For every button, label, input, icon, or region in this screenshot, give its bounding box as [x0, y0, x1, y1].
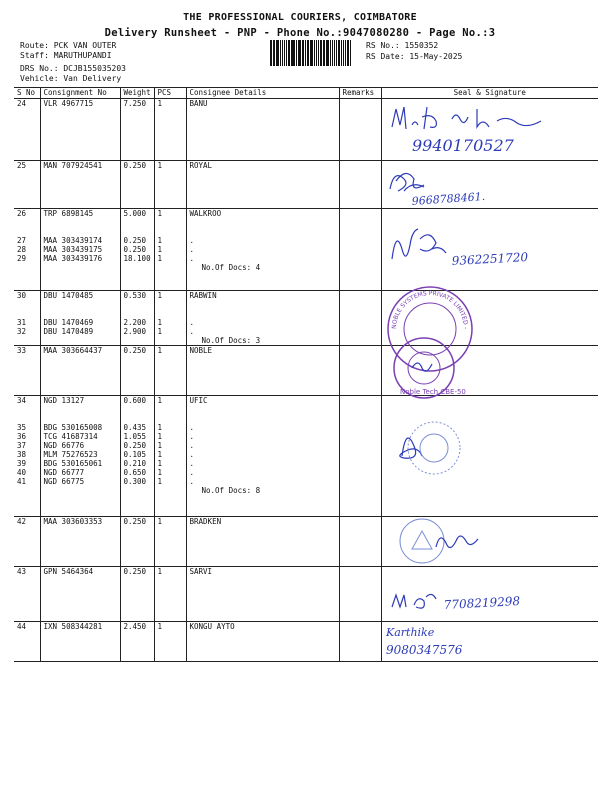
pcs-cell [154, 622, 186, 662]
barcode [270, 40, 352, 66]
cell-line: 0.250 [123, 517, 147, 526]
signature-graphic [382, 567, 599, 622]
cell-line: 33 [17, 346, 27, 355]
cell-line: . [189, 459, 195, 468]
stamp-text: NOBLE SYSTEMS PRIVATE LIMITED - UNIT - 3 [379, 286, 469, 330]
signature-graphic [382, 622, 599, 662]
weight-cell [120, 622, 154, 662]
signature-cell [381, 346, 598, 396]
cell-line: 0.250 [123, 346, 147, 355]
cell-line: 28 [17, 245, 27, 254]
signature-cell [381, 161, 598, 209]
cell-line: 32 [17, 327, 27, 336]
cell-line [124, 227, 151, 236]
sno-cell [14, 209, 40, 291]
cell-line: BRADKEN [189, 517, 222, 526]
consignee-cell [186, 622, 339, 662]
remarks-cell [339, 622, 381, 662]
cell-line: TRP 6898145 [43, 209, 94, 218]
cell-line: 1 [157, 423, 163, 432]
cell-line: 1 [157, 254, 163, 263]
cell-line: BDG 530165061 [43, 459, 103, 468]
cell-line [44, 309, 117, 318]
remarks-cell [339, 396, 381, 517]
cell-line: . [189, 318, 195, 327]
cell-line: BANU [189, 99, 208, 108]
cell-line: 37 [17, 441, 27, 450]
remarks-cell [339, 209, 381, 291]
pcs-cell [154, 209, 186, 291]
col-sno: S No [14, 88, 40, 99]
cell-line: 0.250 [123, 245, 147, 254]
cell-line [17, 227, 37, 236]
cell-line: 1 [157, 209, 163, 218]
stamp-outer-ring [408, 422, 460, 474]
cell-line: 42 [17, 517, 27, 526]
table-row [14, 567, 598, 622]
rs-number: RS No.: 1550352 [366, 41, 439, 50]
consignment-cell [40, 161, 120, 209]
cell-line: 38 [17, 450, 27, 459]
cell-line: 0.530 [123, 291, 147, 300]
signature-scribble [412, 363, 432, 371]
cell-line [190, 300, 336, 309]
cell-line: 26 [17, 209, 27, 218]
weight-cell [120, 517, 154, 567]
cell-line [190, 414, 336, 423]
route-label: Route: PCK VAN OUTER [20, 41, 117, 50]
weight-cell [120, 396, 154, 517]
sno-cell [14, 346, 40, 396]
consignee-cell [186, 567, 339, 622]
cell-line: 0.435 [123, 423, 147, 432]
cell-line: 1 [157, 450, 163, 459]
cell-line: . [189, 236, 195, 245]
cell-line: IXN 508344281 [43, 622, 103, 631]
cell-line: KONGU AYTO [189, 622, 235, 631]
cell-line [44, 218, 117, 227]
signature-cell [381, 396, 598, 517]
cell-line: GPN 5464364 [43, 567, 94, 576]
remarks-cell [339, 161, 381, 209]
table-row [14, 396, 598, 517]
cell-line: NGD 13127 [43, 396, 85, 405]
cell-line: 2.900 [123, 327, 147, 336]
signature-graphic [382, 99, 599, 161]
cell-line: . [189, 245, 195, 254]
handwritten-text: 9362251720 [450, 250, 528, 268]
cell-line: 1 [157, 245, 163, 254]
cell-line [17, 309, 37, 318]
signature-graphic [379, 286, 599, 342]
cell-line: 0.105 [123, 450, 147, 459]
pcs-cell [154, 567, 186, 622]
company-title: THE PROFESSIONAL COURIERS, COIMBATORE [183, 12, 417, 23]
signature-scribble [436, 536, 478, 548]
consignment-cell [40, 346, 120, 396]
stamp-text: Noble Tech CBE-50 [399, 388, 466, 396]
table-row [14, 291, 598, 346]
consignee-cell [186, 291, 339, 346]
consignment-cell [40, 517, 120, 567]
cell-line: 39 [17, 459, 27, 468]
cell-line: 27 [17, 236, 27, 245]
cell-line: 34 [17, 396, 27, 405]
col-weight: Weight [120, 88, 154, 99]
consignment-cell [40, 622, 120, 662]
signature-cell [379, 286, 598, 346]
signature-cell [381, 567, 598, 622]
cell-line [158, 309, 183, 318]
handwritten-text: 9080347576 [385, 643, 462, 657]
cell-line: 1 [157, 567, 163, 576]
consignment-cell [40, 291, 120, 346]
cell-line: SARVI [189, 567, 213, 576]
cell-line: 2.200 [123, 318, 147, 327]
cell-line: MAA 303664437 [43, 346, 103, 355]
cell-line: DBU 1470489 [43, 327, 94, 336]
cell-line: 7.250 [123, 99, 147, 108]
cell-line: MAN 707924541 [43, 161, 103, 170]
cell-line: 40 [17, 468, 27, 477]
col-pcs: PCS [154, 88, 186, 99]
cell-line: 1 [157, 318, 163, 327]
remarks-cell [339, 99, 381, 161]
cell-line: BDG 530165008 [43, 423, 103, 432]
cell-line: 41 [17, 477, 27, 486]
consignment-cell [40, 99, 120, 161]
cell-line [44, 405, 117, 414]
weight-cell [120, 346, 154, 396]
table-header [14, 88, 598, 99]
cell-line: RABWIN [189, 291, 217, 300]
cell-line: 2.450 [123, 622, 147, 631]
pcs-cell [154, 396, 186, 517]
cell-line: NOBLE [189, 346, 213, 355]
handwritten-text: Karthike [385, 626, 434, 639]
cell-line: 1 [157, 477, 163, 486]
pcs-cell [154, 517, 186, 567]
cell-line [44, 300, 117, 309]
cell-line: . [189, 327, 195, 336]
cell-line [124, 309, 151, 318]
pcs-cell [154, 161, 186, 209]
cell-line: 0.650 [123, 468, 147, 477]
triangle-icon [412, 531, 432, 549]
consignee-cell [186, 517, 339, 567]
table-row [14, 99, 598, 161]
cell-line: 31 [17, 318, 27, 327]
cell-line: 1 [157, 622, 163, 631]
cell-line: . [189, 468, 195, 477]
cell-line [158, 405, 183, 414]
runsheet-table [14, 87, 598, 662]
cell-line [17, 218, 37, 227]
cell-line: TCG 41687314 [43, 432, 98, 441]
signature-cell [381, 517, 598, 567]
cell-line [17, 414, 37, 423]
consignee-cell [186, 209, 339, 291]
cell-line [190, 218, 336, 227]
cell-line: 1 [157, 441, 163, 450]
cell-line: 0.250 [123, 236, 147, 245]
cell-line [124, 218, 151, 227]
cell-line: . [189, 432, 195, 441]
handwritten-text: 9668788461. [410, 189, 486, 208]
cell-line: 1 [157, 459, 163, 468]
cell-line: 1 [157, 396, 163, 405]
table-row [14, 209, 598, 291]
cell-line: 35 [17, 423, 27, 432]
pcs-cell [154, 346, 186, 396]
cell-line: NGD 66775 [43, 477, 85, 486]
cell-line: 0.250 [123, 441, 147, 450]
signature-graphic [382, 346, 599, 396]
consignee-cell [186, 161, 339, 209]
cell-line: 1 [157, 346, 163, 355]
col-consignment: Consignment No [40, 88, 120, 99]
consignee-cell [186, 99, 339, 161]
cell-line: 1 [157, 517, 163, 526]
cell-line: 1 [157, 236, 163, 245]
col-seal-signature: Seal & Signature [381, 88, 598, 99]
cell-line: 0.300 [123, 477, 147, 486]
cell-line: 1 [157, 161, 163, 170]
sno-cell [14, 291, 40, 346]
runsheet-title: Delivery Runsheet - PNP - Phone No.:9047080280 - Page No.:3 [104, 27, 496, 39]
cell-line: MLM 75276523 [43, 450, 98, 459]
cell-line: 1 [157, 432, 163, 441]
cell-line: NGD 66776 [43, 441, 85, 450]
cell-line: . [189, 441, 195, 450]
signature-graphic [382, 161, 599, 209]
signature-graphic [382, 396, 599, 517]
weight-cell [120, 161, 154, 209]
cell-line: WALKROO [189, 209, 222, 218]
sno-cell [14, 161, 40, 209]
remarks-cell [339, 567, 381, 622]
docs-count: No.Of Docs: 4 [201, 263, 261, 272]
remarks-cell [339, 346, 381, 396]
cell-line: 30 [17, 291, 27, 300]
sno-cell [14, 567, 40, 622]
remarks-cell [339, 291, 381, 346]
cell-line [17, 405, 37, 414]
cell-line [190, 405, 336, 414]
cell-line: 25 [17, 161, 27, 170]
stamp-inner-ring [420, 434, 448, 462]
table-row [14, 517, 598, 567]
sno-cell [14, 517, 40, 567]
signature-scribble [390, 173, 424, 191]
company-stamp [394, 338, 466, 398]
cell-line: MAA 303439174 [43, 236, 103, 245]
signature-scribble [392, 594, 436, 608]
drs-number: DRS No.: DCJB155035203 [20, 64, 126, 73]
cell-line [158, 227, 183, 236]
cell-line [124, 405, 151, 414]
col-remarks: Remarks [339, 88, 381, 99]
rs-date: RS Date: 15-May-2025 [366, 52, 463, 61]
signature-graphic [382, 209, 599, 291]
cell-line: . [189, 477, 195, 486]
staff-label: Staff: MARUTHUPANDI [20, 51, 112, 60]
weight-cell [120, 209, 154, 291]
signature-scribble [399, 438, 421, 458]
cell-line [17, 300, 37, 309]
cell-line: 0.250 [123, 161, 147, 170]
vehicle-label: Vehicle: Van Delivery [20, 74, 122, 83]
consignment-cell [40, 396, 120, 517]
cell-line: . [189, 254, 195, 263]
table-row [14, 346, 598, 396]
cell-line: 43 [17, 567, 27, 576]
faded-stamp [408, 422, 460, 474]
cell-line [190, 227, 336, 236]
cell-line: 24 [17, 99, 27, 108]
cell-line: . [189, 423, 195, 432]
cell-line [158, 414, 183, 423]
table-row [14, 622, 598, 662]
cell-line [158, 218, 183, 227]
cell-line: NGD 66777 [43, 468, 85, 477]
cell-line: 1 [157, 327, 163, 336]
cell-line: MAA 303439176 [43, 254, 103, 263]
cell-line: 29 [17, 254, 27, 263]
weight-cell [120, 291, 154, 346]
docs-count: No.Of Docs: 8 [201, 486, 261, 495]
cell-line: 0.250 [123, 567, 147, 576]
signature-cell [381, 622, 598, 662]
cell-line [158, 300, 183, 309]
weight-cell [120, 99, 154, 161]
cell-line: MAA 303439175 [43, 245, 103, 254]
consignee-cell [186, 396, 339, 517]
cell-line: ROYAL [189, 161, 213, 170]
cell-line: 0.210 [123, 459, 147, 468]
cell-line: 1 [157, 468, 163, 477]
cell-line: 44 [17, 622, 27, 631]
sno-cell [14, 99, 40, 161]
cell-line: 1 [157, 99, 163, 108]
signature-cell [381, 209, 598, 291]
signature-graphic [382, 517, 599, 567]
cell-line [124, 300, 151, 309]
remarks-cell [339, 517, 381, 567]
cell-line: 0.600 [123, 396, 147, 405]
cell-line: DBU 1470469 [43, 318, 94, 327]
consignment-cell [40, 567, 120, 622]
cell-line: DBU 1470485 [43, 291, 94, 300]
docs-count: No.Of Docs: 3 [201, 336, 261, 345]
pcs-cell [154, 99, 186, 161]
signature-scribble [392, 229, 446, 259]
pcs-cell [154, 291, 186, 346]
handwritten-text: 9940170527 [411, 136, 514, 155]
weight-cell [120, 567, 154, 622]
sno-cell [14, 396, 40, 517]
cell-line: 1 [157, 291, 163, 300]
cell-line: 1.055 [123, 432, 147, 441]
cell-line [190, 309, 336, 318]
cell-line: 36 [17, 432, 27, 441]
cell-line: MAA 303603353 [43, 517, 103, 526]
cell-line: VLR 4967715 [43, 99, 94, 108]
signature-cell [381, 99, 598, 161]
cell-line [44, 227, 117, 236]
signature-scribble [392, 107, 541, 129]
handwritten-text: 7708219298 [442, 594, 520, 612]
sno-cell [14, 622, 40, 662]
cell-line: . [189, 450, 195, 459]
col-consignee: Consignee Details [186, 88, 339, 99]
cell-line [44, 414, 117, 423]
cell-line: 5.000 [123, 209, 147, 218]
cell-line [124, 414, 151, 423]
consignment-cell [40, 209, 120, 291]
consignee-cell [186, 346, 339, 396]
cell-line: 18.100 [123, 254, 151, 263]
cell-line: UFIC [189, 396, 208, 405]
stamp-inner-ring [408, 352, 440, 384]
table-row [14, 161, 598, 209]
